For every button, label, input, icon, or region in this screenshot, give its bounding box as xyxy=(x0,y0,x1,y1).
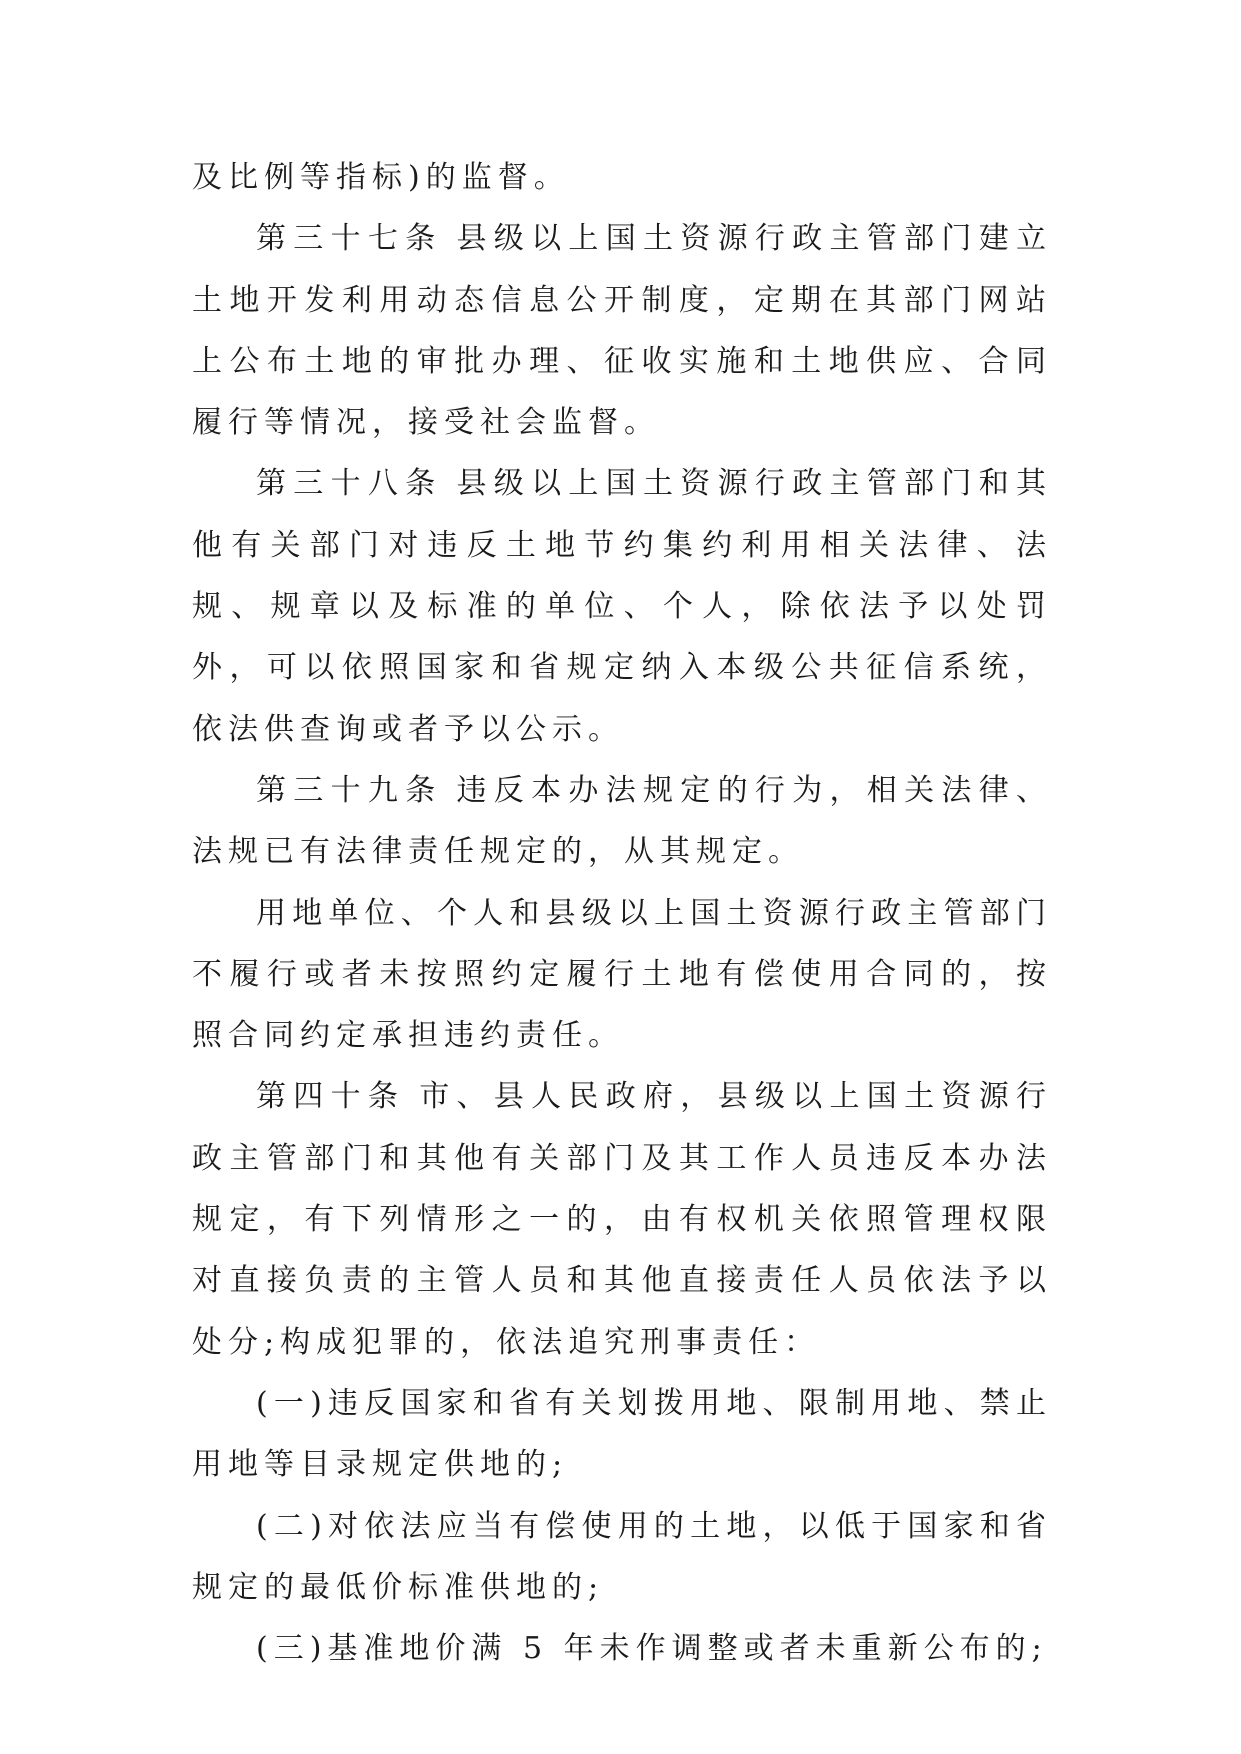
article-number: 第三十九条 xyxy=(256,772,443,808)
article-39 xyxy=(192,760,1052,883)
paragraph-text: 县级以上国土资源行政主管部门和其他有关部门对违反土地节约集约利用相关法律、法规、规章以及标准的单位、个人，除依法予以处罚外，可以依照国家和省规定纳入本级公共征信系统，依法供查询或者予以公示。 xyxy=(192,466,1052,747)
article-number: 第三十八条 xyxy=(256,466,443,502)
paragraph-text: 县级以上国土资源行政主管部门建立土地开发利用动态信息公开制度，定期在其部门网站上公布土地的审批办理、征收实施和土地供应、合同履行等情况，接受社会监督。 xyxy=(192,221,1052,441)
article-39-paragraph-2 xyxy=(192,883,1052,1067)
list-item-3 xyxy=(192,1618,1052,1679)
list-item-1 xyxy=(192,1373,1052,1496)
paragraph-continued xyxy=(192,147,1052,208)
paragraph-text: 及比例等指标)的监督。 xyxy=(192,160,570,195)
article-37 xyxy=(192,208,1052,453)
paragraph-text: (一)违反国家和省有关划拨用地、限制用地、禁止用地等目录规定供地的; xyxy=(192,1385,1052,1483)
paragraph-text: 用地单位、个人和县级以上国土资源行政主管部门不履行或者未按照约定履行土地有偿使用合同的，按照合同约定承担违约责任。 xyxy=(192,895,1052,1054)
paragraph-text: 市、县人民政府，县级以上国土资源行政主管部门和其他有关部门及其工作人员违反本办法规定，有下列情形之一的，由有权机关依照管理权限对直接负责的主管人员和其他直接责任人员依法予以处分;构成犯罪的，依法追究刑事责任： xyxy=(192,1079,1053,1360)
article-number: 第三十七条 xyxy=(256,221,443,257)
list-item-2 xyxy=(192,1496,1052,1619)
paragraph-text: 违反本办法规定的行为，相关法律、法规已有法律责任规定的，从其规定。 xyxy=(192,772,1052,870)
article-number: 第四十条 xyxy=(256,1079,406,1115)
document-body xyxy=(192,147,1052,1679)
article-40 xyxy=(192,1066,1052,1372)
paragraph-text: (三)基准地价满 5 年未作调整或者未重新公布的; xyxy=(256,1631,1048,1667)
paragraph-text: (二)对依法应当有偿使用的土地，以低于国家和省规定的最低价标准供地的; xyxy=(192,1508,1052,1605)
article-38 xyxy=(192,453,1052,759)
